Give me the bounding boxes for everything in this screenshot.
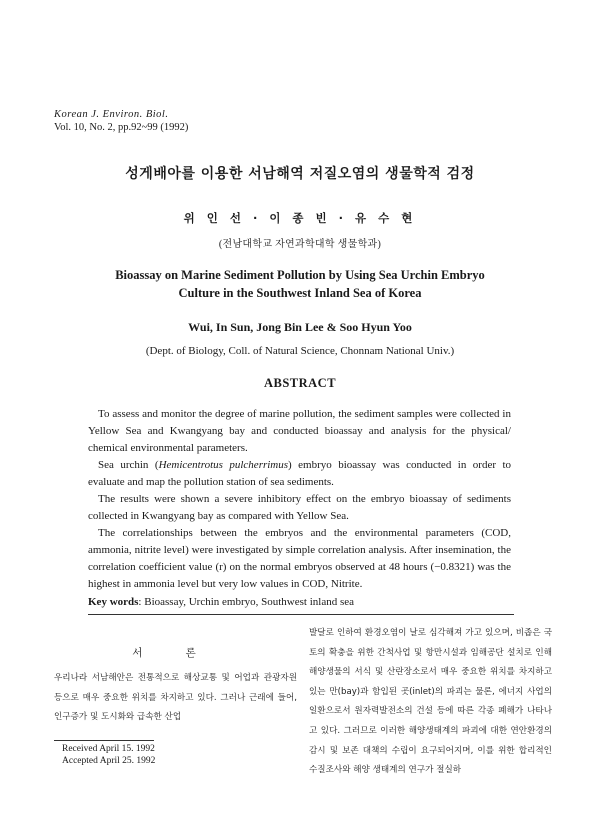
species-name: Hemicentrotus pulcherrimus: [158, 459, 289, 471]
section-heading-introduction: 서 론: [132, 647, 216, 659]
footnote-divider: [54, 740, 154, 741]
abstract-paragraph-3: The results were shown a severe inhibitory effect on the embryo bioassay of sediments collected in Kwangyang bay as compared with Yellow Sea.: [88, 493, 511, 522]
english-title: [0, 266, 600, 302]
accepted-date: Accepted April 25. 1992: [62, 756, 156, 766]
english-title-line1: Bioassay on Marine Sediment Pollution by Using Sea Urchin Embryo: [115, 268, 485, 282]
keywords-text: : Bioassay, Urchin embryo, Southwest inland sea: [138, 596, 355, 608]
abstract-paragraph-4: The correlationships between the embryos and the environmental parameters (COD, ammonia, nitrite level) were investigated by simple correlation analysis. After insemination, the correlation coefficient value (r) on the normal embryos observed at 48 hours (−0.8321) was the highest in ammonia level but very low values in COD, Nitrite.: [88, 527, 511, 590]
english-affiliation: (Dept. of Biology, Coll. of Natural Science, Chonnam National Univ.): [145, 345, 455, 357]
right-column-text: [309, 624, 552, 781]
footnote: [62, 743, 155, 767]
keywords: [88, 596, 518, 608]
right-column-paragraph: 발달로 인하여 환경오염이 날로 심각해져 가고 있으며, 비좁은 국토의 확충을 위한 간척사업 및 항만시설과 임해공단 설치로 인해 해양생물의 서식 및 산란장소로서 매우 중요한 위치를 차지하고 있는 만(bay)과 함입된 곳(inlet)의 파괴는 물론, 에너지 사업의 일환으로서 원자력발전소의 건설 등에 따른 각종 폐해가 나타나고 있다. 그러므로 이러한 해양생태계의 파괴에 대한 연안환경의 감시 및 보존 대책의 수립이 요구되어지며, 이를 위한 합리적인 수질조사와 해양 생태계의 연구가 절실하: [309, 628, 552, 776]
korean-affiliation: (전남대학교 자연과학대학 생물학과): [218, 239, 382, 250]
journal-name: Korean J. Environ. Biol.: [54, 109, 169, 120]
korean-authors: 위 인 선 · 이 종 빈 · 유 수 현: [183, 211, 417, 225]
abstract-paragraph-2: [88, 457, 511, 491]
journal-citation: [54, 109, 188, 134]
left-column-paragraph: 우리나라 서남해안은 전통적으로 해상교통 및 어업과 관광자원 등으로 매우 중요한 위치를 차지하고 있다. 그러나 근래에 들어, 인구증가 및 도시화와 급속한 산업: [54, 673, 297, 723]
english-title-line2: Culture in the Southwest Inland Sea of Korea: [178, 286, 422, 300]
abstract-heading: ABSTRACT: [263, 376, 337, 390]
received-date: Received April 15. 1992: [62, 744, 155, 754]
keywords-divider: [88, 614, 514, 615]
journal-volume: Vol. 10, No. 2, pp.92~99 (1992): [54, 121, 189, 133]
english-authors: Wui, In Sun, Jong Bin Lee & Soo Hyun Yoo: [188, 320, 412, 334]
korean-title: 성게배아를 이용한 서남해역 저질오염의 생물학적 검정: [125, 166, 475, 182]
abstract-body: [88, 406, 511, 593]
abstract-p2-pre: Sea urchin (: [98, 459, 159, 471]
keywords-label: Key words: [88, 596, 139, 608]
left-column-text: [54, 669, 297, 728]
abstract-p2-post: ) embryo bioassay was conducted in order to evaluate and map the pollution station of sea sediments.: [88, 459, 511, 488]
abstract-paragraph-1: To assess and monitor the degree of marine pollution, the sediment samples were collected in Yellow Sea and Kwangyang bay and conducted bioassay and analysis for the physical/ chemical environmental parameters.: [88, 408, 511, 454]
